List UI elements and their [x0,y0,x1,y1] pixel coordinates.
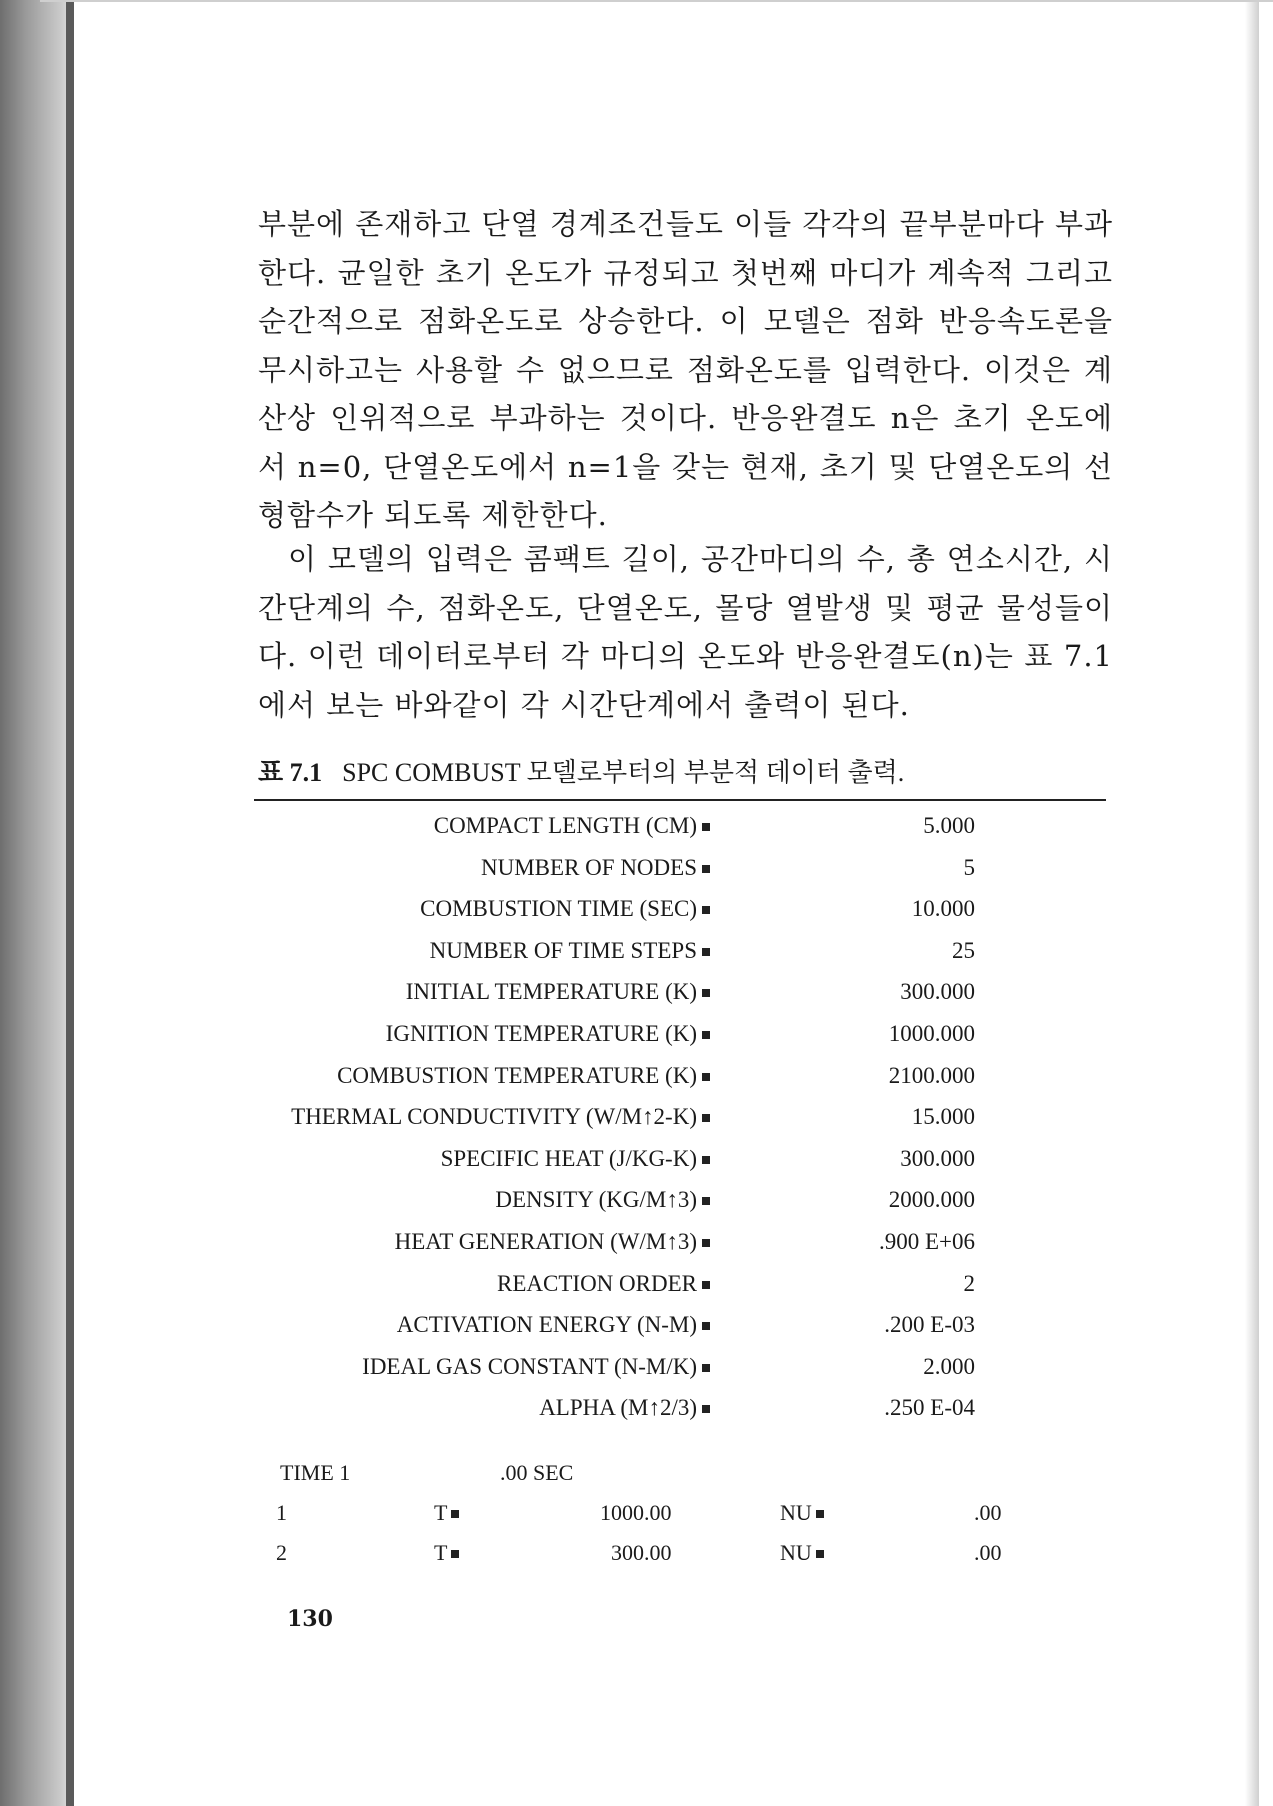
node-nu-label: NU [780,1540,824,1566]
parameter-value: 2000.000 [888,1187,975,1213]
node-temp-label: T [434,1540,459,1566]
parameter-list [240,807,1000,1431]
table-caption [258,752,904,789]
parameter-value: 5.000 [923,813,975,838]
parameter-label: THERMAL CONDUCTIVITY (W/M↑2-K) [291,1104,697,1130]
parameter-row [240,1223,1000,1265]
time-step-label: TIME 1 [280,1460,351,1485]
parameter-label: REACTION ORDER [497,1270,697,1296]
book-spine [0,0,74,1806]
parameter-row [240,1140,1000,1182]
bullet-square-icon [451,1550,459,1558]
parameter-label: DENSITY (KG/M↑3) [495,1187,697,1213]
parameter-value: 2 [963,1270,975,1296]
parameter-value: 5 [963,854,975,880]
parameter-value: .250 E-04 [884,1395,975,1421]
bullet-square-icon [702,1405,710,1413]
bullet-square-icon [702,1239,710,1247]
parameter-label: HEAT GENERATION (W/M↑3) [394,1228,697,1254]
parameter-row [240,1389,1000,1431]
table-rule [254,799,1106,801]
page-top-edge [40,0,1273,2]
bullet-square-icon [702,1156,710,1164]
bullet-square-icon [702,823,710,831]
time-step-value: .00 SEC [500,1460,574,1485]
parameter-row [240,973,1000,1015]
bullet-square-icon [702,906,710,914]
bullet-square-icon [702,865,710,873]
parameter-label: IGNITION TEMPERATURE (K) [385,1020,697,1046]
parameter-label: ALPHA (M↑2/3) [539,1395,697,1421]
node-nu-value: .00 [974,1500,1002,1525]
parameter-label: COMBUSTION TEMPERATURE (K) [337,1062,697,1088]
node-nu-label: NU [780,1500,824,1526]
table-number: 표 7.1 [258,758,323,787]
node-temp-value: 1000.00 [600,1500,672,1525]
parameter-value: 25 [952,937,975,963]
parameter-label: IDEAL GAS CONSTANT (N-M/K) [362,1353,697,1379]
parameter-label: INITIAL TEMPERATURE (K) [405,979,697,1005]
parameter-row [240,1306,1000,1348]
parameter-row [240,1098,1000,1140]
bullet-square-icon [702,1073,710,1081]
node-number: 2 [276,1540,287,1565]
bullet-square-icon [702,989,710,997]
body-paragraph-2: 이 모델의 입력은 콤팩트 길이, 공간마디의 수, 총 연소시간, 시간단계의 수, 점화온도, 단열온도, 몰당 열발생 및 평균 물성들이다. 이런 데이터로부터 각 마디의 온도와 반응완결도(n)는 표 7.1에서 보는 바와같이 각 시간단계에서 출력이 된다. [258,542,1113,722]
node-temp-label: T [434,1500,459,1526]
parameter-value: 15.000 [911,1104,975,1130]
parameter-value: 300.000 [900,1145,975,1171]
parameter-value: 2.000 [923,1353,975,1379]
parameter-row [240,1265,1000,1307]
node-number: 1 [276,1500,287,1525]
parameter-row [240,849,1000,891]
body-paragraph-1: 부분에 존재하고 단열 경계조건들도 이들 각각의 끝부분마다 부과한다. 균일한 초기 온도가 규정되고 첫번째 마디가 계속적 그리고 순간적으로 점화온도로 상승한다. 이 모델은 점화 반응속도론을 무시하고는 사용할 수 없으므로 점화온도를 입력한다. 이것은 계산상 인위적으로 부과하는 것이다. 반응완결도 n은 초기 온도에서 n=0, 단열온도에서 n=1을 갖는 현재, 초기 및 단열온도의 선형함수가 되도록 제한한다. [258,207,1113,532]
bullet-square-icon [702,1322,710,1330]
bullet-square-icon [702,1114,710,1122]
parameter-row [240,807,1000,849]
parameter-value: 1000.000 [888,1020,975,1046]
bullet-square-icon [451,1510,459,1518]
parameter-label: COMBUSTION TIME (SEC) [420,896,697,922]
parameter-row [240,1057,1000,1099]
bullet-square-icon [702,948,710,956]
parameter-value: 10.000 [911,896,975,922]
table-title: SPC COMBUST 모델로부터의 부분적 데이터 출력. [342,758,905,787]
node-nu-value: .00 [974,1540,1002,1565]
parameter-row [240,932,1000,974]
bullet-square-icon [702,1197,710,1205]
parameter-label: NUMBER OF NODES [481,854,697,880]
page-edge-shadow [1245,0,1259,1806]
bullet-square-icon [702,1281,710,1289]
bullet-square-icon [702,1031,710,1039]
bullet-square-icon [816,1550,824,1558]
parameter-label: ACTIVATION ENERGY (N-M) [396,1312,697,1338]
bullet-square-icon [816,1510,824,1518]
parameter-row [240,1181,1000,1223]
page-number: 130 [287,1606,333,1632]
parameter-value: 300.000 [900,979,975,1005]
parameter-row [240,890,1000,932]
spine-edge [66,0,74,1806]
bullet-square-icon [702,1364,710,1372]
parameter-value: .900 E+06 [878,1228,975,1254]
parameter-row [240,1348,1000,1390]
parameter-value: 2100.000 [888,1062,975,1088]
parameter-label: SPECIFIC HEAT (J/KG-K) [440,1145,697,1171]
node-temp-value: 300.00 [611,1540,672,1565]
parameter-row [240,1015,1000,1057]
parameter-value: .200 E-03 [884,1312,975,1338]
parameter-label: COMPACT LENGTH (CM) [433,813,697,838]
parameter-label: NUMBER OF TIME STEPS [429,937,697,963]
